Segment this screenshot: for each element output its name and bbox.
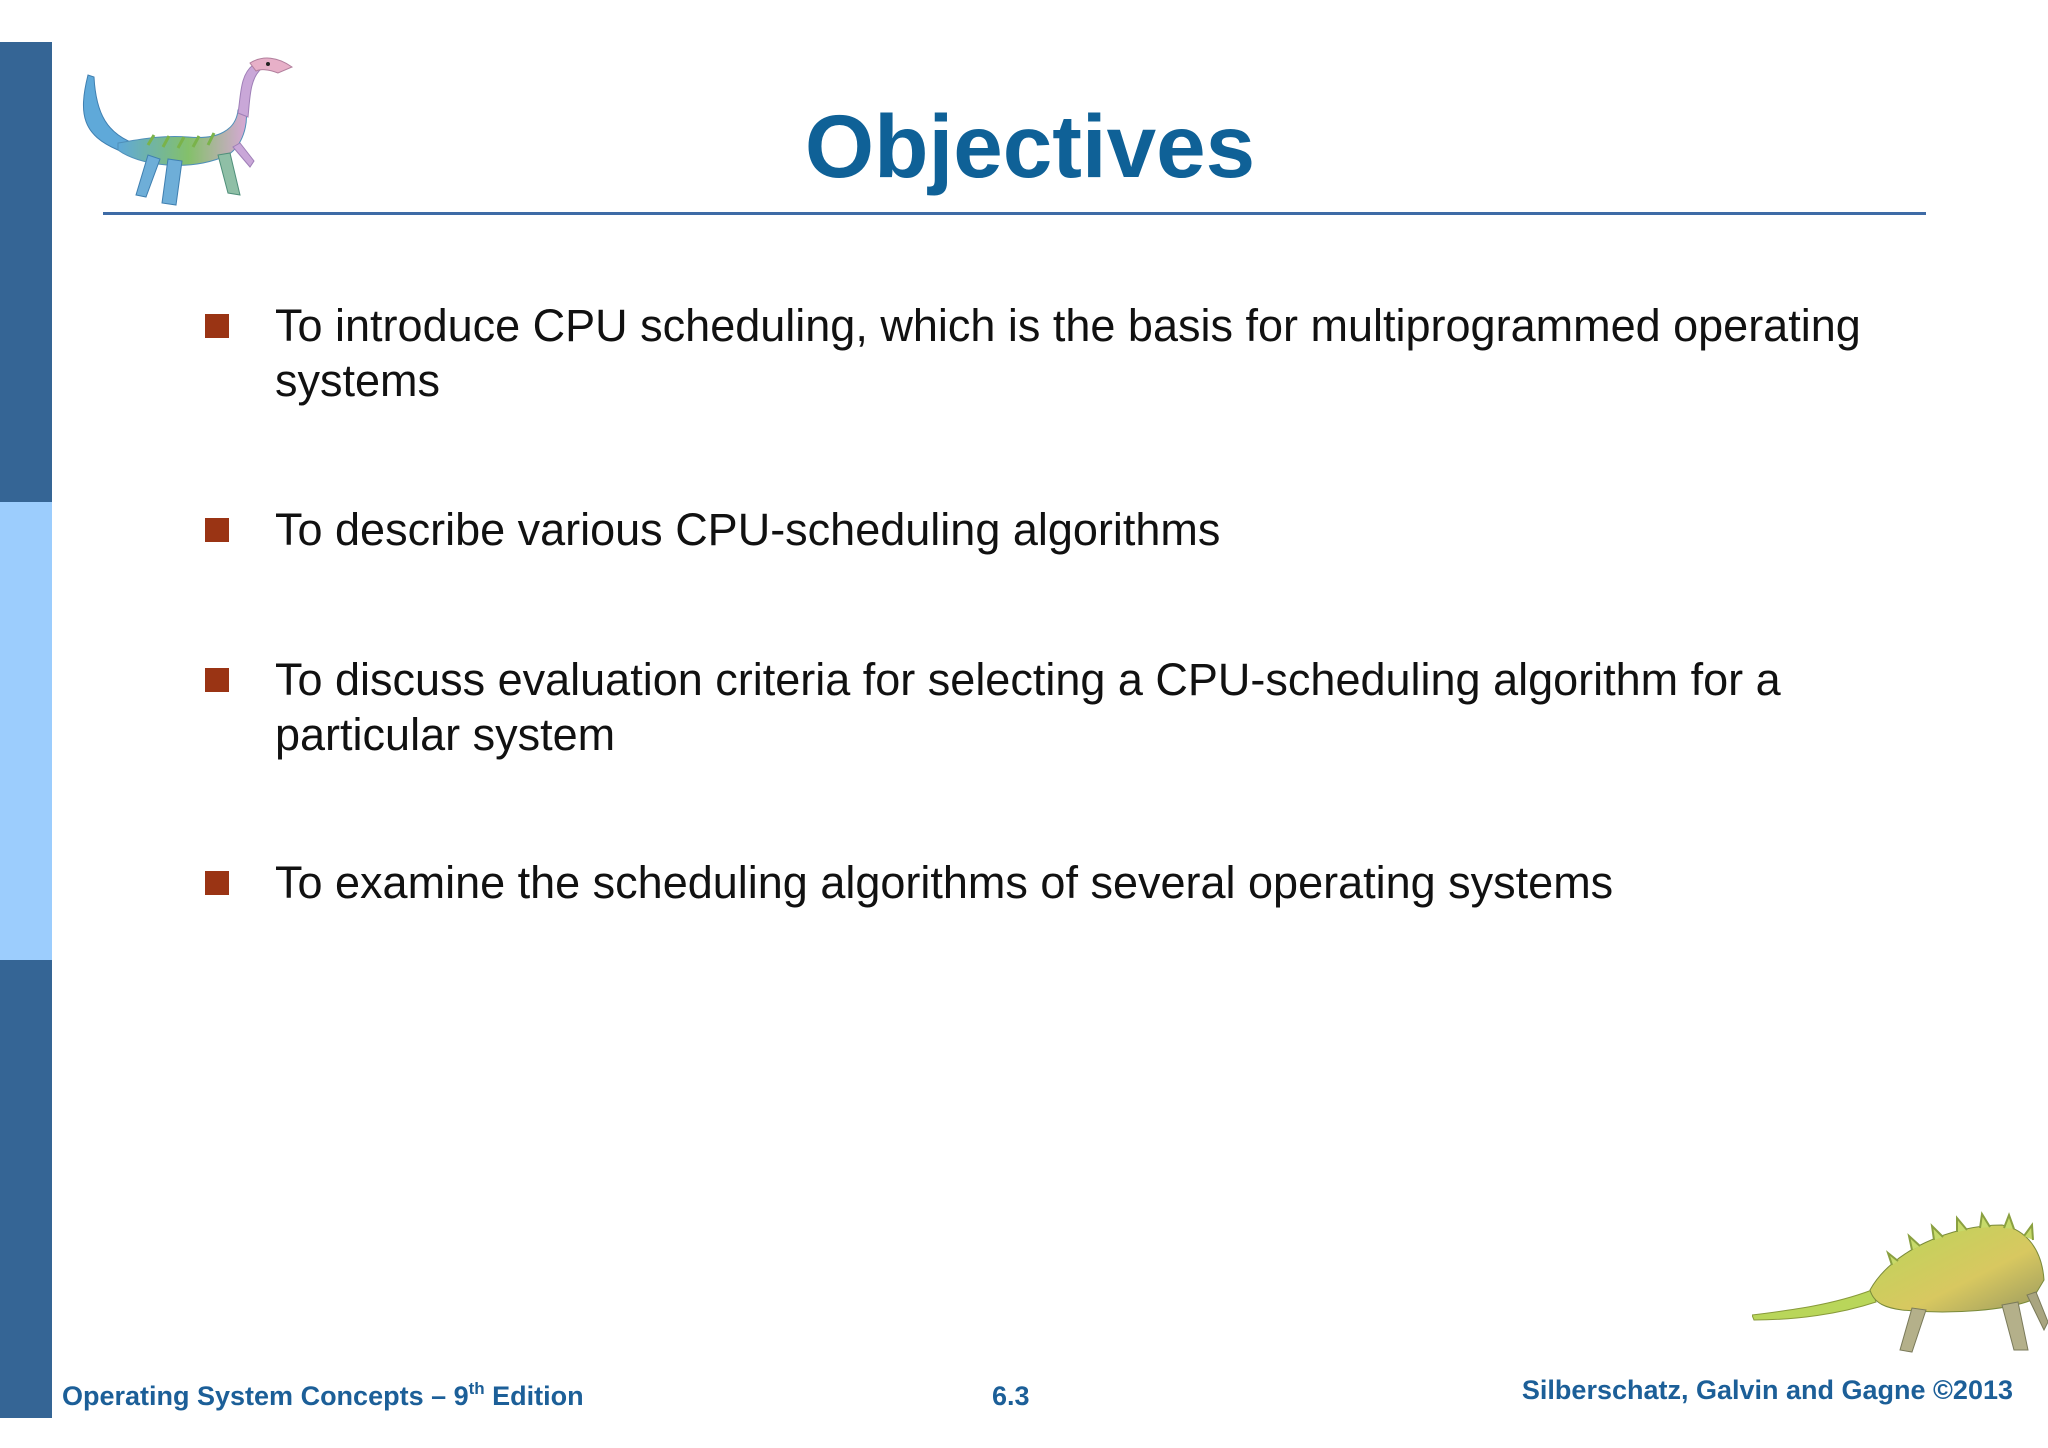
page-number: 6.3 [992, 1381, 1030, 1411]
slide-title: Objectives [804, 96, 1256, 196]
footer-edition-text: Edition [484, 1381, 584, 1411]
square-bullet-icon [205, 871, 229, 895]
list-item-text: To introduce CPU scheduling, which is the basis for multiprogrammed operating systems [275, 300, 1861, 406]
footer-edition-superscript: th [468, 1379, 485, 1398]
square-bullet-icon [205, 668, 229, 692]
footer-book-title [62, 1381, 584, 1412]
dinosaur-icon [1752, 1210, 2048, 1370]
list-item-text: To describe various CPU-scheduling algorithms [275, 504, 1221, 555]
square-bullet-icon [205, 314, 229, 338]
footer-copyright: Silberschatz, Galvin and Gagne ©2013 [1521, 1375, 2013, 1405]
list-item-text: To discuss evaluation criteria for selecting a CPU-scheduling algorithm for a particular system [275, 654, 1781, 760]
footer-book-title-text: Operating System Concepts – 9 [62, 1381, 469, 1411]
list-item-text: To examine the scheduling algorithms of several operating systems [275, 857, 1614, 908]
square-bullet-icon [205, 518, 229, 542]
